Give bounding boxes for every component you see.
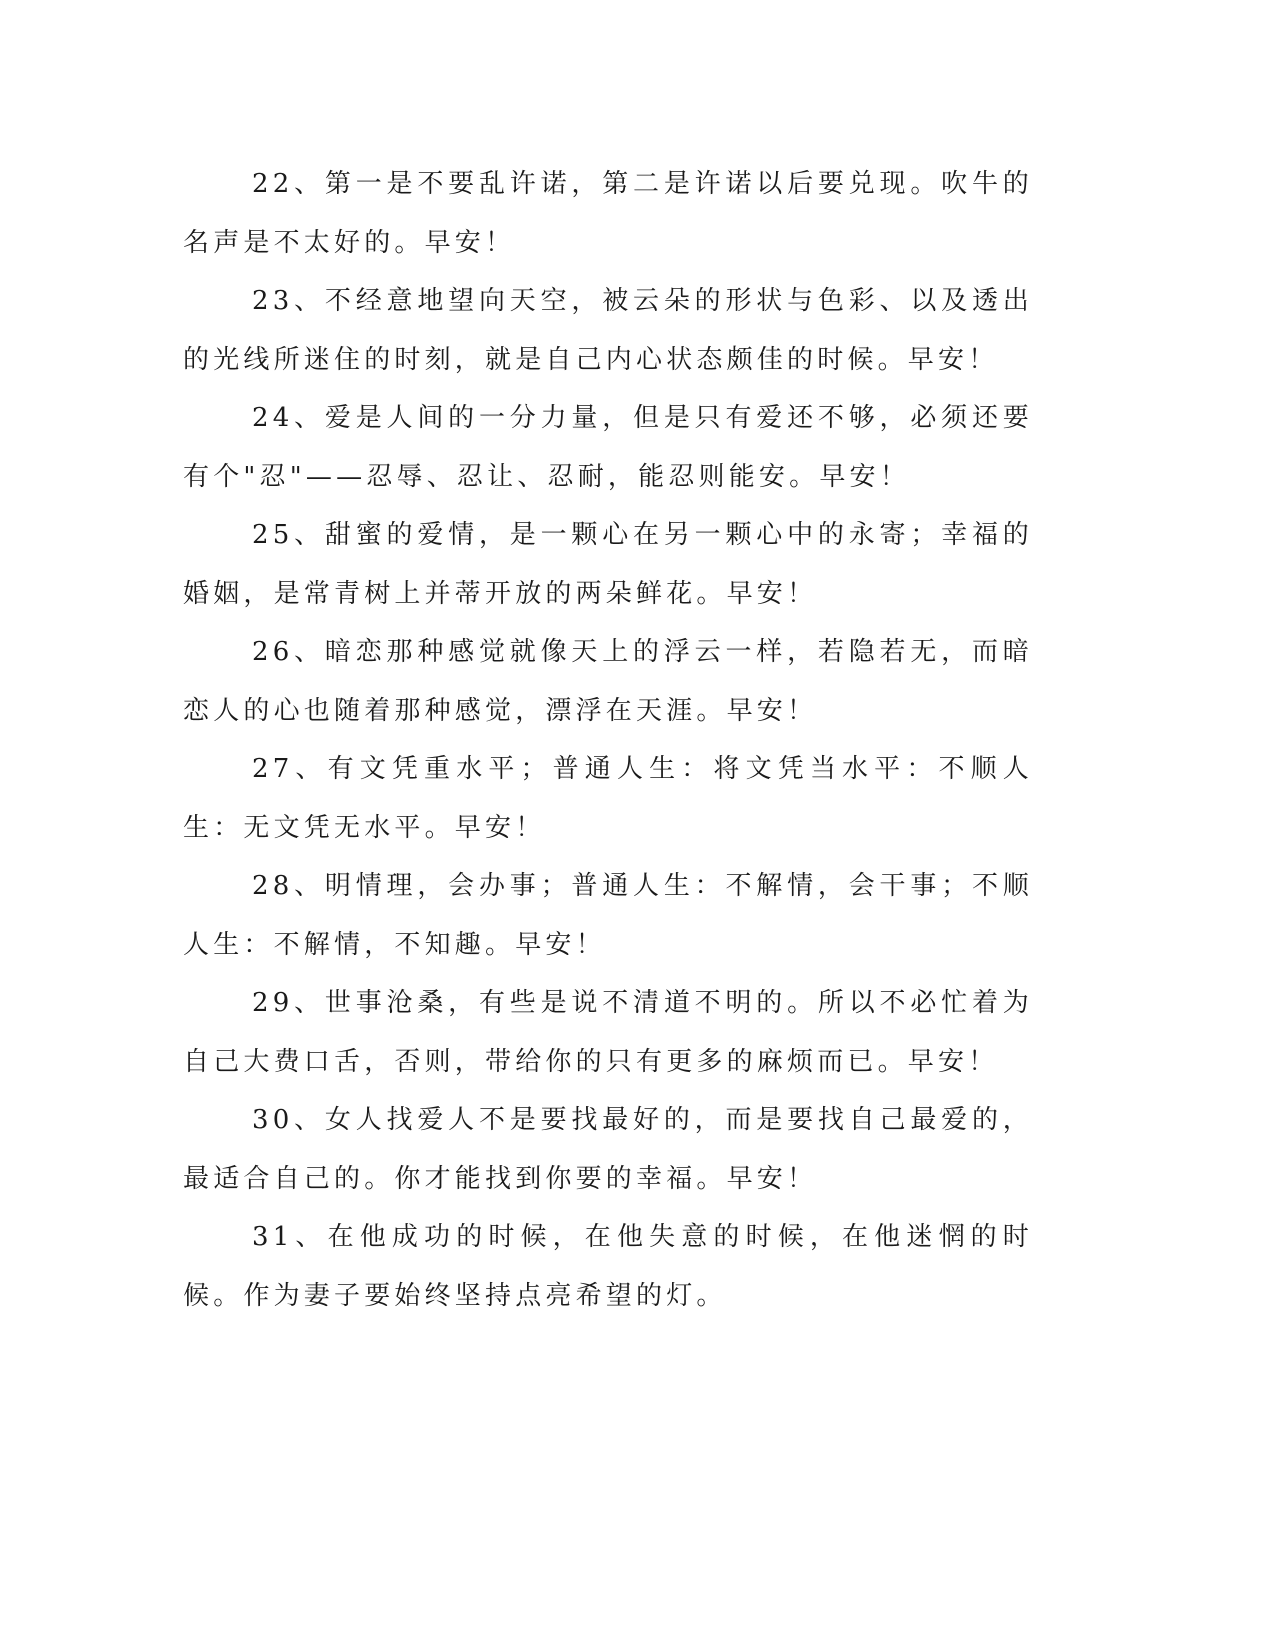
paragraph-24: 24、爱是人间的一分力量，但是只有爱还不够，必须还要有个"忍"——忍辱、忍让、忍耐，能忍则能安。早安！ [183,403,1033,492]
paragraph-23: 23、不经意地望向天空，被云朵的形状与色彩、以及透出的光线所迷住的时刻，就是自己内心状态颇佳的时候。早安！ [183,286,1033,375]
paragraph-31: 31、在他成功的时候，在他失意的时候，在他迷惘的时候。作为妻子要始终坚持点亮希望的灯。 [183,1222,1033,1311]
paragraph-29: 29、世事沧桑，有些是说不清道不明的。所以不必忙着为自己大费口舌，否则，带给你的只有更多的麻烦而已。早安！ [183,988,1033,1077]
paragraph-22: 22、第一是不要乱许诺，第二是许诺以后要兑现。吹牛的名声是不太好的。早安！ [183,169,1033,258]
paragraph-30: 30、女人找爱人不是要找最好的，而是要找自己最爱的，最适合自己的。你才能找到你要的幸福。早安！ [183,1105,1033,1194]
document-body [183,155,1033,1325]
paragraph-28: 28、明情理，会办事；普通人生：不解情，会干事；不顺人生：不解情，不知趣。早安！ [183,871,1033,960]
paragraph-26: 26、暗恋那种感觉就像天上的浮云一样，若隐若无，而暗恋人的心也随着那种感觉，漂浮在天涯。早安！ [183,637,1033,726]
paragraph-27: 27、有文凭重水平；普通人生：将文凭当水平：不顺人生：无文凭无水平。早安！ [183,754,1033,843]
paragraph-25: 25、甜蜜的爱情，是一颗心在另一颗心中的永寄；幸福的婚姻，是常青树上并蒂开放的两朵鲜花。早安！ [183,520,1033,609]
